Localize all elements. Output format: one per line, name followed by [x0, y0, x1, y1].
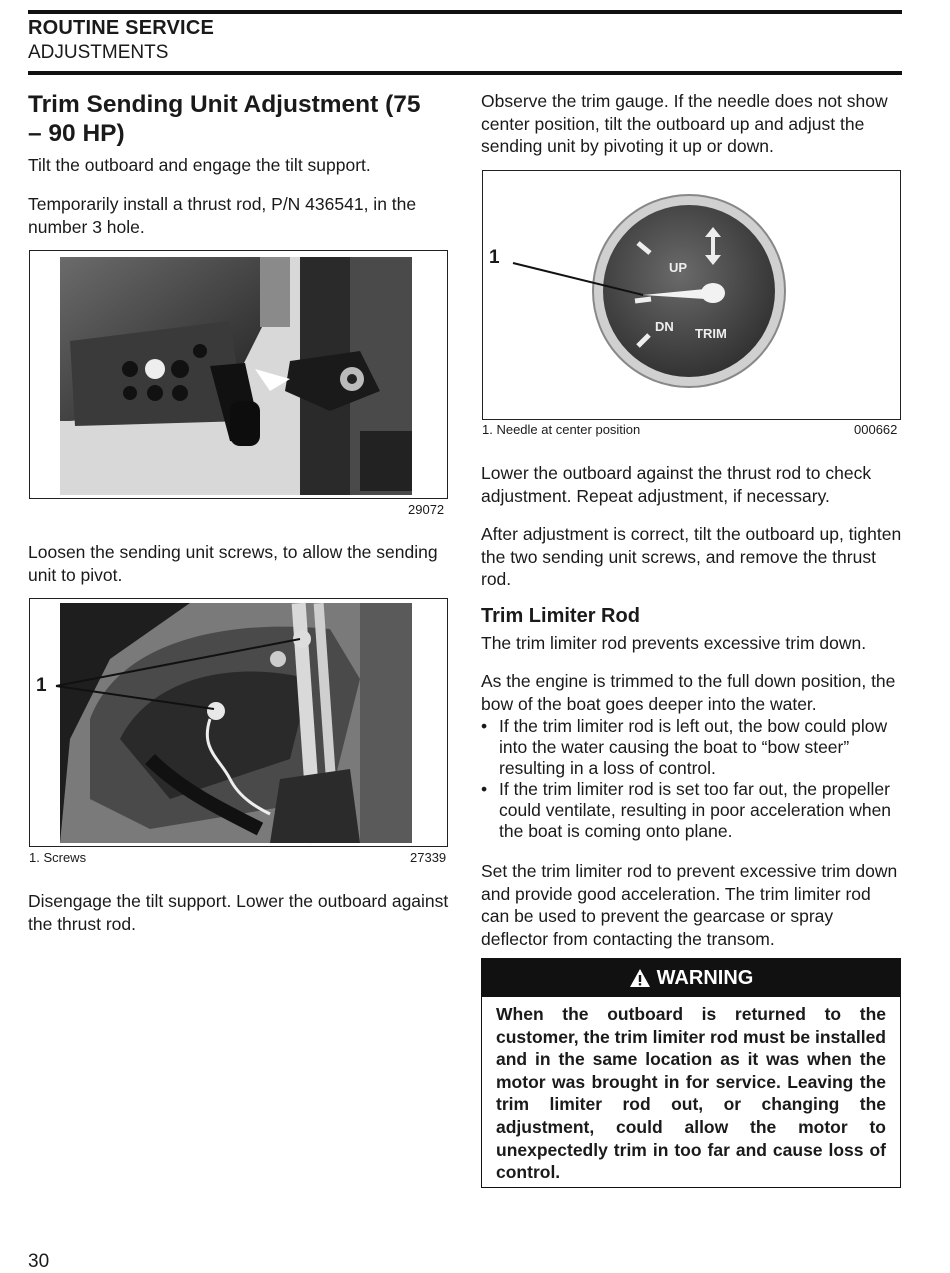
- left-paragraph-3: Loosen the sending unit screws, to allow the sending unit to pivot.: [28, 542, 438, 585]
- figure-1-number: 29072: [408, 502, 445, 517]
- list-item: • If the trim limiter rod is left out, the bow could plow into the water causing the boat to “bow steer” resulting in a loss of control.: [481, 716, 902, 779]
- figure-3-number: 000662: [854, 422, 898, 437]
- warning-header: [482, 959, 900, 997]
- thrust-rod-photo: [30, 251, 447, 498]
- right-paragraph-1: Observe the trim gauge. If the needle does not show center position, tilt the outboard up and adjust the sending unit by pivoting it up or down.: [481, 91, 888, 156]
- figure-thrust-rod: [29, 250, 448, 499]
- page-heading: Trim Sending Unit Adjustment (75 – 90 HP): [28, 91, 421, 147]
- figure-3-caption: 1. Needle at center position: [482, 422, 641, 437]
- figure-2-callout: 1: [36, 675, 47, 696]
- gauge-dn-label: DN: [655, 319, 674, 334]
- subsection-title: ADJUSTMENTS: [28, 42, 169, 63]
- sending-unit-photo: [30, 599, 447, 846]
- subsection-heading: Trim Limiter Rod: [481, 605, 640, 627]
- left-title-block: [28, 90, 438, 148]
- warning-label: WARNING: [656, 966, 754, 989]
- trim-gauge-illustration: [483, 171, 900, 419]
- figure-sending-unit-screws: [29, 598, 448, 847]
- warning-box: [481, 958, 901, 1188]
- warning-text: When the outboard is returned to the customer, the trim limiter rod must be installed and in the same location as it was when the motor was brought in for service. Leaving the trim limiter rod out, or changing the adjustment, could allow the motor to unexpectedly trim in too far and cause loss of control.: [496, 1004, 886, 1183]
- list-item: • If the trim limiter rod is set too far out, the propeller could ventilate, resulting in poor acceleration when the boat is coming onto plane.: [481, 779, 902, 842]
- section-title: ROUTINE SERVICE: [28, 17, 214, 39]
- figure-2-caption: 1. Screws: [29, 850, 87, 865]
- right-paragraph-6: Set the trim limiter rod to prevent excessive trim down and provide good acceleration. The trim limiter rod can be used to prevent the gearcase or spray deflector from contacting the transom.: [481, 861, 898, 949]
- figure-2-number: 27339: [410, 850, 447, 865]
- right-paragraph-4: The trim limiter rod prevents excessive trim down.: [481, 633, 867, 653]
- right-paragraph-3: After adjustment is correct, tilt the outboard up, tighten the two sending unit screws, and remove the thrust rod.: [481, 524, 902, 589]
- figure-3-callout: 1: [489, 247, 500, 268]
- gauge-up-label: UP: [669, 260, 688, 275]
- bullet-list: [481, 716, 902, 842]
- left-paragraph-1: Tilt the outboard and engage the tilt support.: [28, 155, 371, 175]
- right-paragraph-5: As the engine is trimmed to the full down position, the bow of the boat goes deeper into the water.: [481, 671, 896, 714]
- header-top-rule: [28, 10, 902, 14]
- page-number: 30: [28, 1251, 50, 1272]
- gauge-trim-label: TRIM: [695, 326, 727, 341]
- warning-triangle-icon: [629, 968, 651, 988]
- header-bottom-rule: [28, 71, 902, 75]
- left-paragraph-2: Temporarily install a thrust rod, P/N 436541, in the number 3 hole.: [28, 194, 417, 237]
- left-paragraph-4: Disengage the tilt support. Lower the outboard against the thrust rod.: [28, 891, 449, 934]
- right-paragraph-2: Lower the outboard against the thrust rod to check adjustment. Repeat adjustment, if necessary.: [481, 463, 872, 506]
- figure-trim-gauge: [482, 170, 901, 420]
